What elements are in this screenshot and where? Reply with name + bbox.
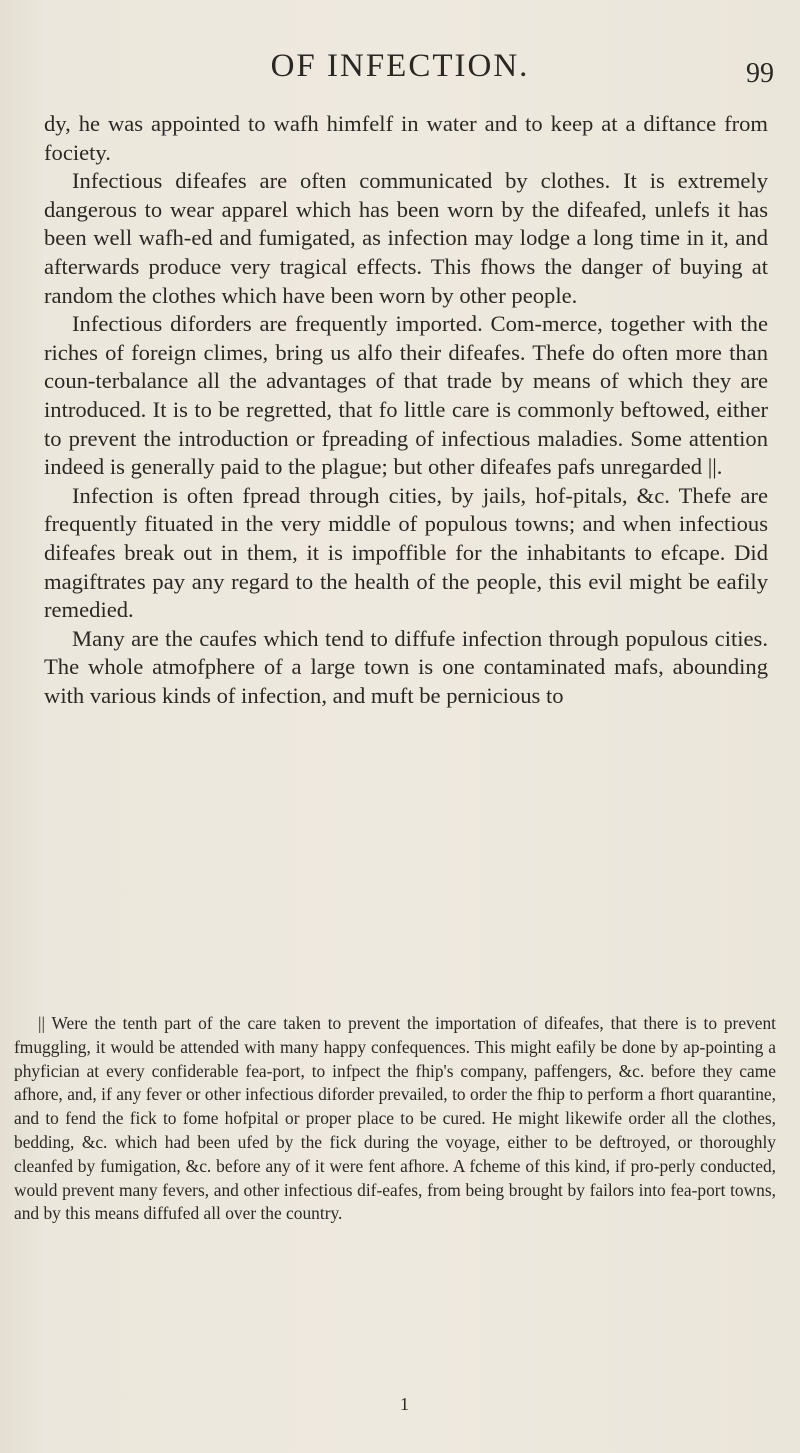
paragraph: Many are the caufes which tend to diffufe infection through populous cities. The whole atmofphere of a large town is one contaminated mafs, abounding with various kinds of infection, and muft be pernicious to bbox=[44, 625, 768, 708]
paragraph: Infection is often fpread through cities, by jails, hof-pitals, &c. Thefe are frequently fituated in the very middle of populous towns; and when infectious difeafes break out in them, it is impoffible for the inhabitants to efcape. Did magiftrates pay any regard to the health of the people, this evil might be eafily remedied. bbox=[44, 482, 768, 623]
main-text bbox=[44, 110, 768, 710]
signature-mark: 1 bbox=[400, 1394, 409, 1414]
running-head: OF INFECTION. bbox=[270, 48, 530, 84]
page-number: 99 bbox=[746, 58, 774, 89]
footnote bbox=[14, 1012, 776, 1226]
page-header bbox=[0, 44, 800, 94]
footnote-text: || Were the tenth part of the care taken to prevent the importation of difeafes, that there is to prevent fmuggling, it would be attended with many happy confequences. This might eafily be done by ap-pointing a phyfician at every confiderable fea-port, to infpect the fhip's company, paffengers, &c. before they came afhore, and, if any fever or other infectious diforder prevailed, to order the fhip to perform a fhort quarantine, and to fend the fick to fome hofpital or proper place to be cured. He might likewife order all the clothes, bedding, &c. which had been ufed by the fick during the voyage, either to be deftroyed, or thoroughly cleanfed by fumigation, &c. before any of it were fent afhore. A fcheme of this kind, if pro-perly conducted, would prevent many fevers, and other infectious dif-eafes, from being brought by failors into fea-port towns, and by this means diffufed all over the country. bbox=[14, 1013, 776, 1224]
paragraph: Infectious diforders are frequently imported. Com-merce, together with the riches of foreign climes, bring us alfo their difeafes. Thefe do often more than coun-terbalance all the advantages of that trade by means of which they are introduced. It is to be regretted, that fo little care is commonly beftowed, either to prevent the introduction or fpreading of infectious maladies. Some attention indeed is generally paid to the plague; but other difeafes pafs unregarded ||. bbox=[44, 311, 768, 480]
paragraph: Infectious difeafes are often communicated by clothes. It is extremely dangerous to wear apparel which has been worn by the difeafed, unlefs it has been well wafh-ed and fumigated, as infection may lodge a long time in it, and afterwards produce very tragical effects. This fhows the danger of buying at random the clothes which have been worn by other people. bbox=[44, 168, 768, 308]
paragraph: dy, he was appointed to wafh himfelf in water and to keep at a diftance from fociety. bbox=[44, 111, 768, 165]
